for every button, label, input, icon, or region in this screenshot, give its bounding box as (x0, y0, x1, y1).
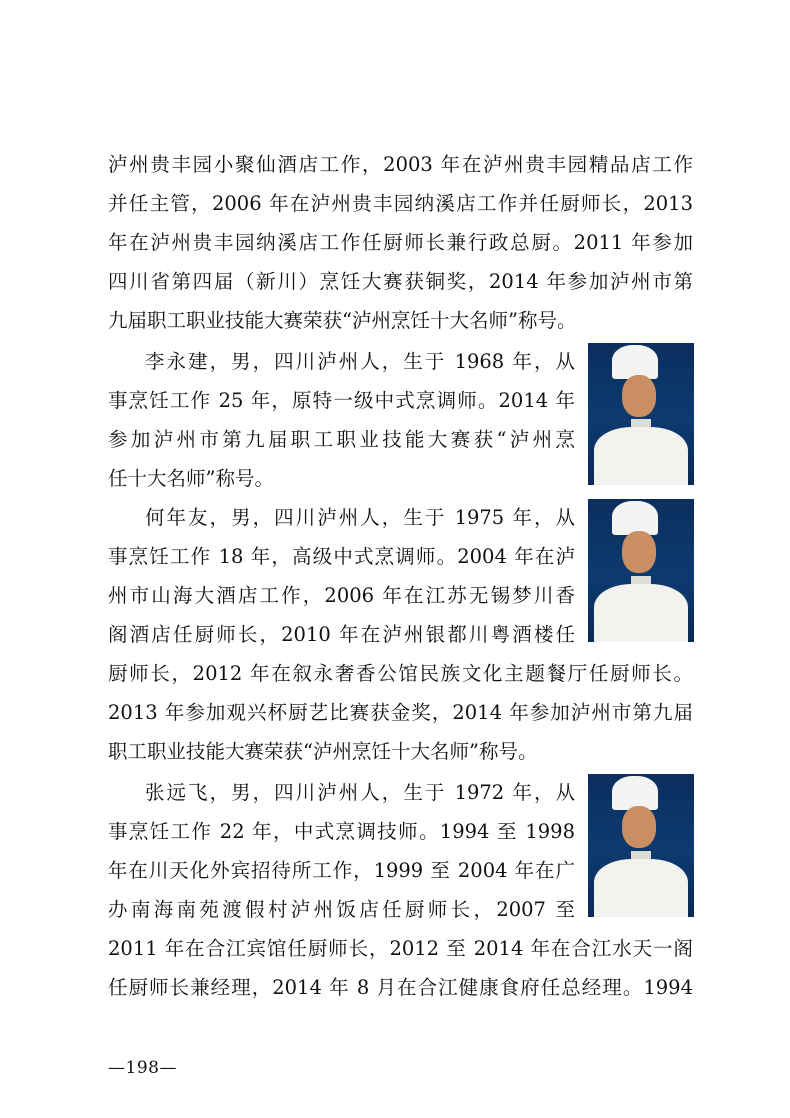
text-line: 年在川天化外宾招待所工作，1999 至 2004 年在广 (108, 859, 575, 882)
text-line: 年在泸州贵丰园纳溪店工作任厨师长兼行政总厨。2011 年参加 (108, 231, 693, 254)
text-line: 泸州贵丰园小聚仙酒店工作，2003 年在泸州贵丰园精品店工作 (108, 153, 693, 176)
text-line: 参加泸州市第九届职工职业技能大赛获“泸州烹 (108, 428, 575, 451)
text-line: 职工职业技能大赛荣获“泸州烹饪十大名师”称号。 (108, 740, 538, 763)
chef-jacket (594, 859, 688, 917)
text-line: 任十大名师”称号。 (108, 467, 274, 490)
chef-face (622, 375, 656, 417)
text-line: 事烹饪工作 22 年，中式烹调技师。1994 至 1998 (108, 820, 575, 843)
page-number: —198— (108, 1058, 177, 1078)
chef-photo-zhang-yuanfei (588, 774, 694, 917)
text-line: 厨师长，2012 年在叙永奢香公馆民族文化主题餐厅任厨师长。 (108, 662, 693, 685)
text-line: 事烹饪工作 25 年，原特一级中式烹调师。2014 年 (108, 389, 575, 412)
text-line: 阁酒店任厨师长，2010 年在泸州银都川粤酒楼任 (108, 623, 575, 646)
text-line: 何年友，男，四川泸州人，生于 1975 年，从 (145, 506, 575, 529)
chef-hat (612, 501, 658, 535)
text-line: 九届职工职业技能大赛荣获“泸州烹饪十大名师”称号。 (108, 309, 577, 332)
text-line: 办南海南苑渡假村泸州饭店任厨师长，2007 至 (108, 898, 575, 921)
chef-jacket (594, 427, 688, 485)
chef-face (622, 806, 656, 848)
text-line: 李永建，男，四川泸州人，生于 1968 年，从 (145, 350, 575, 373)
chef-photo-he-nianyou (588, 499, 694, 642)
text-line: 并任主管，2006 年在泸州贵丰园纳溪店工作并任厨师长，2013 (108, 192, 693, 215)
text-line: 2011 年在合江宾馆任厨师长，2012 至 2014 年在合江水天一阁 (108, 937, 693, 960)
text-line: 事烹饪工作 18 年，高级中式烹调师。2004 年在泸 (108, 545, 575, 568)
chef-face (622, 531, 656, 573)
chef-hat (612, 776, 658, 810)
chef-hat (612, 345, 658, 379)
text-line: 张远飞，男，四川泸州人，生于 1972 年，从 (145, 781, 575, 804)
text-line: 2013 年参加观兴杯厨艺比赛获金奖，2014 年参加泸州市第九届 (108, 701, 693, 724)
chef-photo-li-yongjian (588, 343, 694, 485)
text-line: 州市山海大酒店工作，2006 年在江苏无锡梦川香 (108, 584, 575, 607)
text-line: 四川省第四届（新川）烹饪大赛获铜奖，2014 年参加泸州市第 (108, 270, 693, 293)
chef-jacket (594, 584, 688, 642)
text-line: 任厨师长兼经理，2014 年 8 月在合江健康食府任总经理。1994 (108, 976, 693, 999)
